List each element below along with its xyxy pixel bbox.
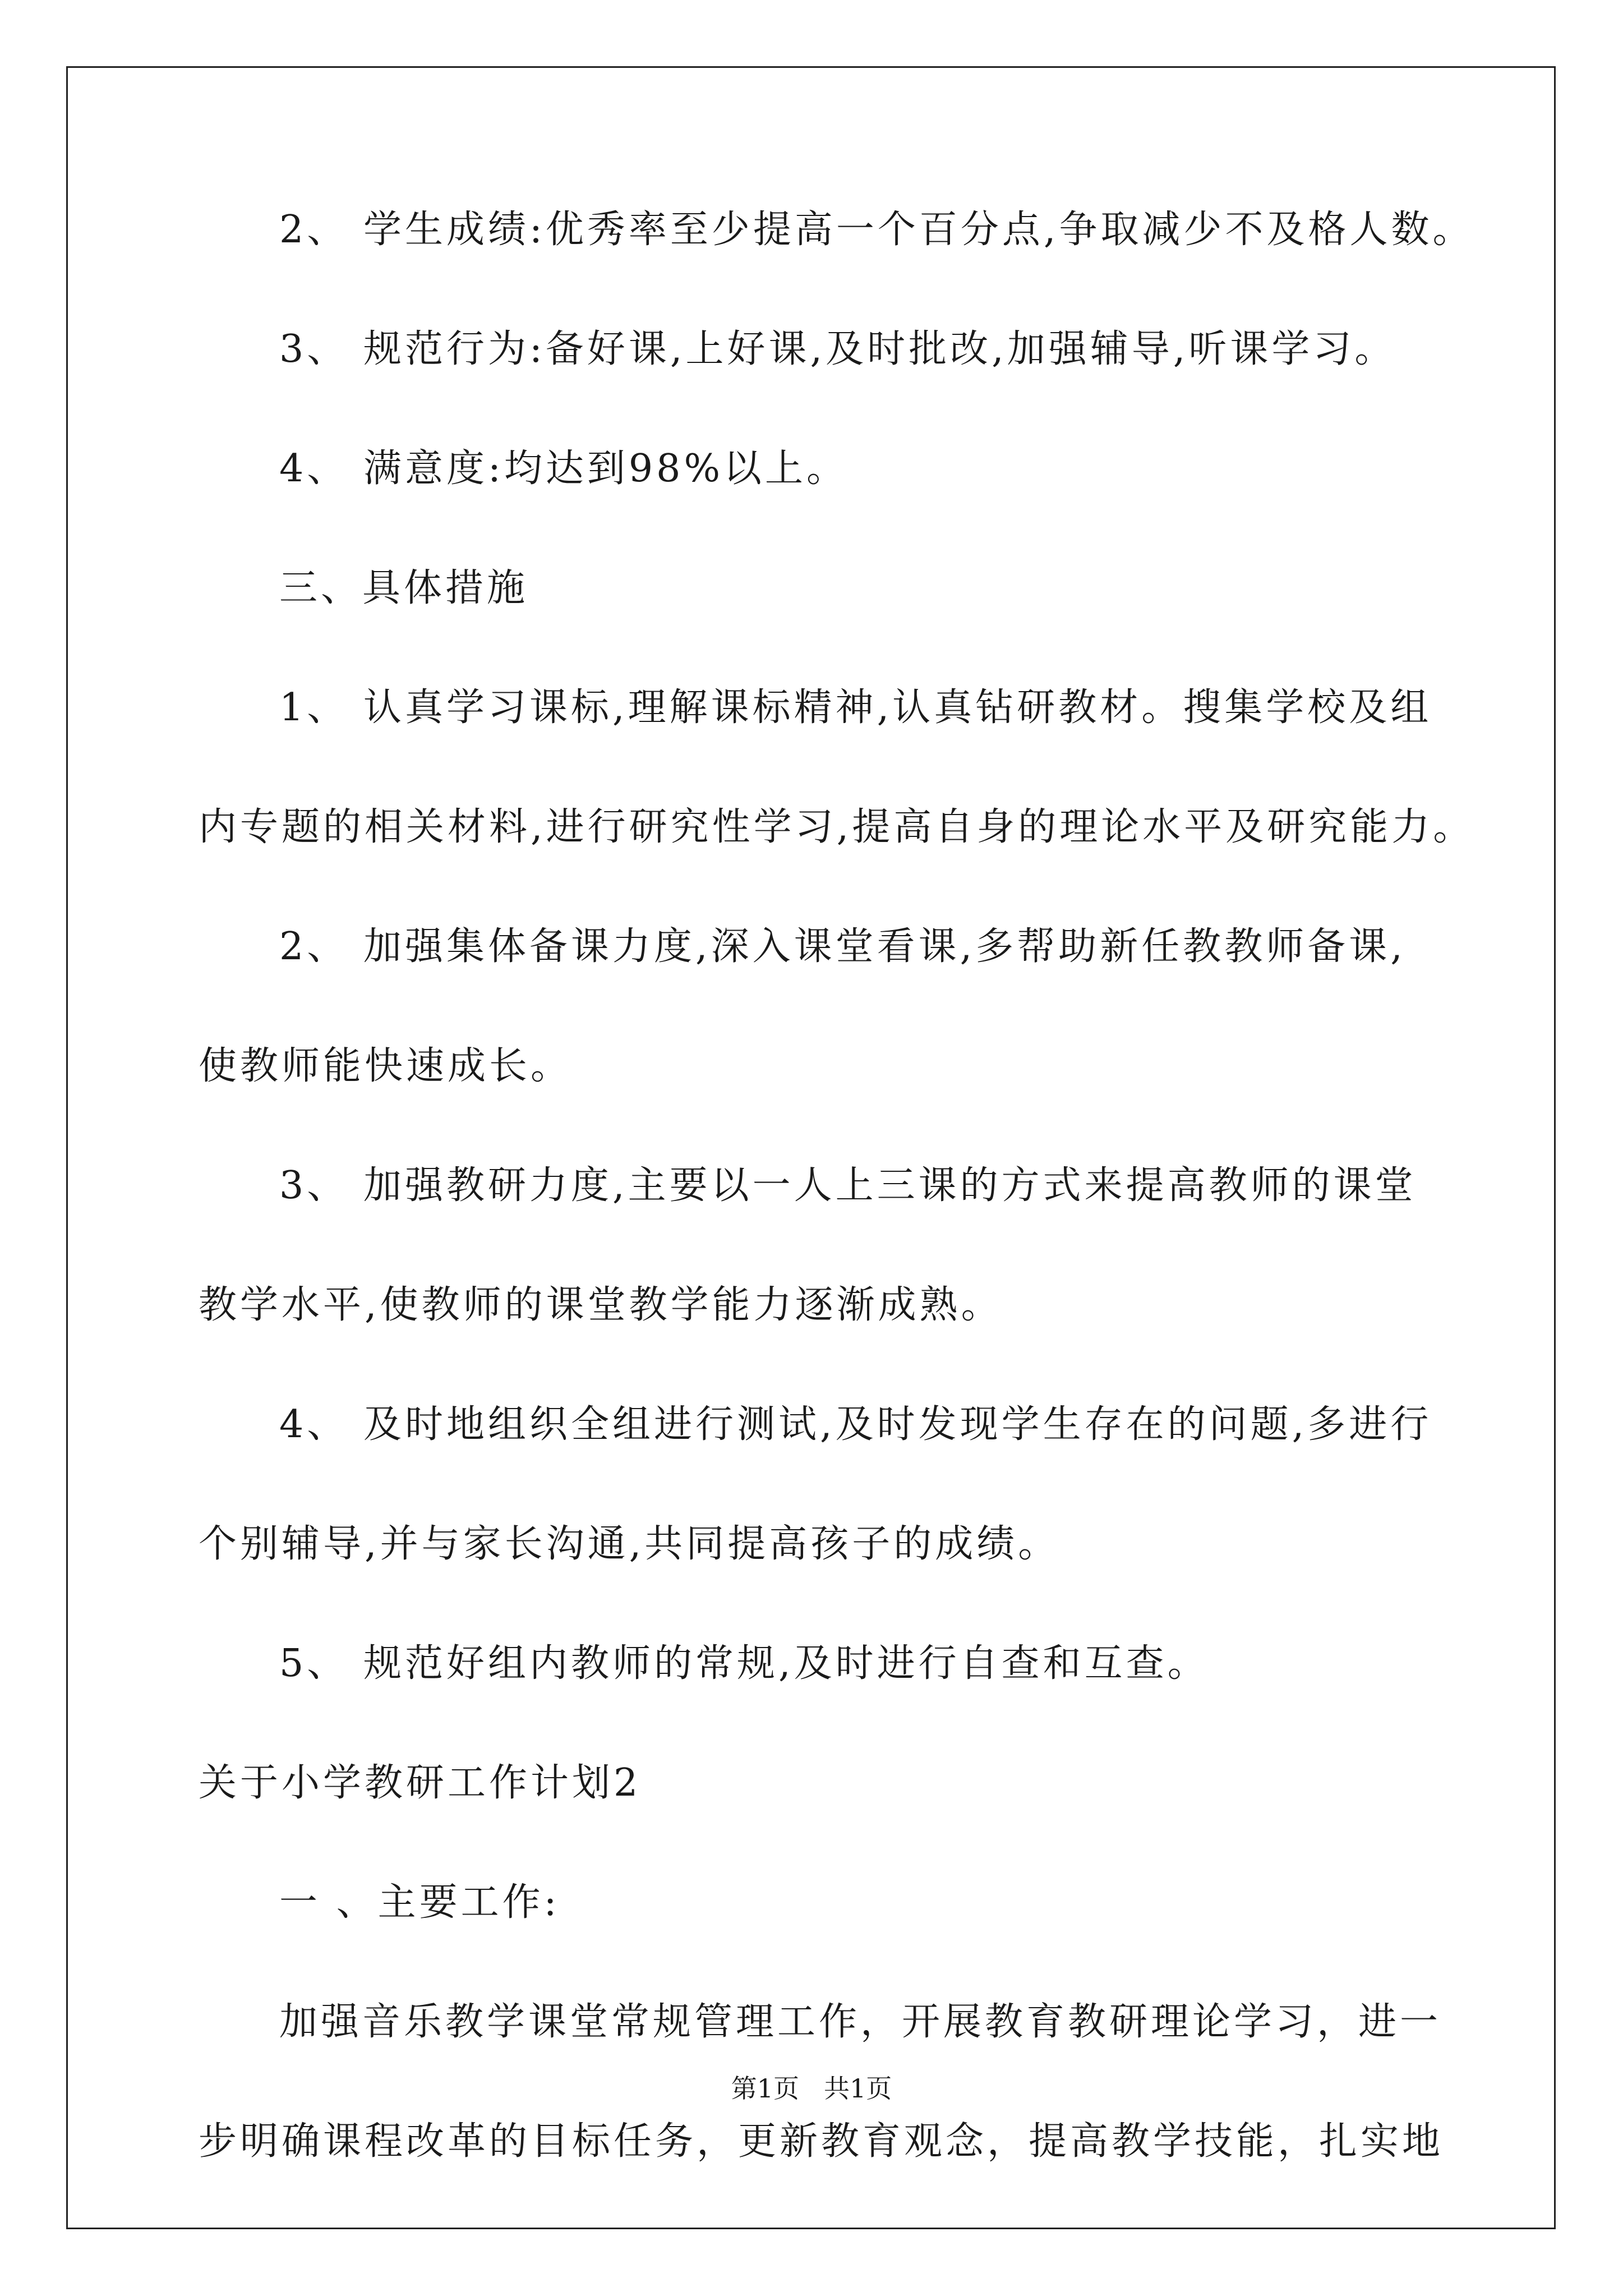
paragraph-measure-2 xyxy=(279,924,1406,969)
subheading-main-work: 一 、主要工作: xyxy=(279,1880,560,1925)
paragraph-continuation: 内专题的相关材料,进行研究性学习,提高自身的理论水平及研究能力。 xyxy=(199,805,1475,849)
list-number: 2、 xyxy=(279,924,349,969)
paragraph-text: 满意度:均达到98%以上。 xyxy=(363,447,849,491)
list-number: 1、 xyxy=(279,685,349,730)
paragraph-measure-3 xyxy=(279,1163,1417,1208)
page-footer xyxy=(0,2073,1623,2104)
body-paragraph-continuation: 步明确课程改革的目标任务，更新教育观念，提高教学技能，扎实地 xyxy=(199,2119,1444,2164)
paragraph-goal-3 xyxy=(279,327,1396,372)
paragraph-text: 加强教研力度,主要以一人上三课的方式来提高教师的课堂 xyxy=(363,1163,1417,1208)
list-number: 4、 xyxy=(279,1402,349,1447)
paragraph-goal-4 xyxy=(279,447,848,491)
paragraph-measure-5 xyxy=(279,1641,1209,1686)
list-number: 4、 xyxy=(279,447,349,491)
paragraph-text: 规范好组内教师的常规,及时进行自查和互查。 xyxy=(363,1641,1209,1686)
paragraph-text: 规范行为:备好课,上好课,及时批改,加强辅导,听课学习。 xyxy=(363,327,1396,371)
section-title: 关于小学教研工作计划2 xyxy=(199,1761,642,1805)
section-heading-measures: 三、具体措施 xyxy=(279,566,529,610)
page-total: 共1页 xyxy=(824,2073,892,2104)
paragraph-continuation: 教学水平,使教师的课堂教学能力逐渐成熟。 xyxy=(199,1283,1003,1327)
paragraph-text: 认真学习课标,理解课标精神,认真钻研教材。搜集学校及组 xyxy=(363,685,1432,730)
paragraph-measure-1 xyxy=(279,685,1432,730)
paragraph-text: 及时地组织全组进行测试,及时发现学生存在的问题,多进行 xyxy=(363,1402,1432,1447)
list-number: 2、 xyxy=(279,208,349,252)
paragraph-measure-4 xyxy=(279,1402,1432,1447)
paragraph-text: 加强集体备课力度,深入课堂看课,多帮助新任教教师备课, xyxy=(363,924,1406,969)
paragraph-continuation: 使教师能快速成长。 xyxy=(199,1044,573,1088)
paragraph-continuation: 个别辅导,并与家长沟通,共同提高孩子的成绩。 xyxy=(199,1522,1060,1566)
list-number: 3、 xyxy=(279,327,349,371)
list-number: 5、 xyxy=(279,1641,349,1686)
paragraph-goal-2 xyxy=(279,208,1474,252)
page-number: 第1页 xyxy=(731,2073,799,2104)
list-number: 3、 xyxy=(279,1163,349,1208)
body-paragraph: 加强音乐教学课堂常规管理工作，开展教育教研理论学习，进一 xyxy=(279,2000,1442,2044)
paragraph-text: 学生成绩:优秀率至少提高一个百分点,争取减少不及格人数。 xyxy=(363,208,1474,252)
